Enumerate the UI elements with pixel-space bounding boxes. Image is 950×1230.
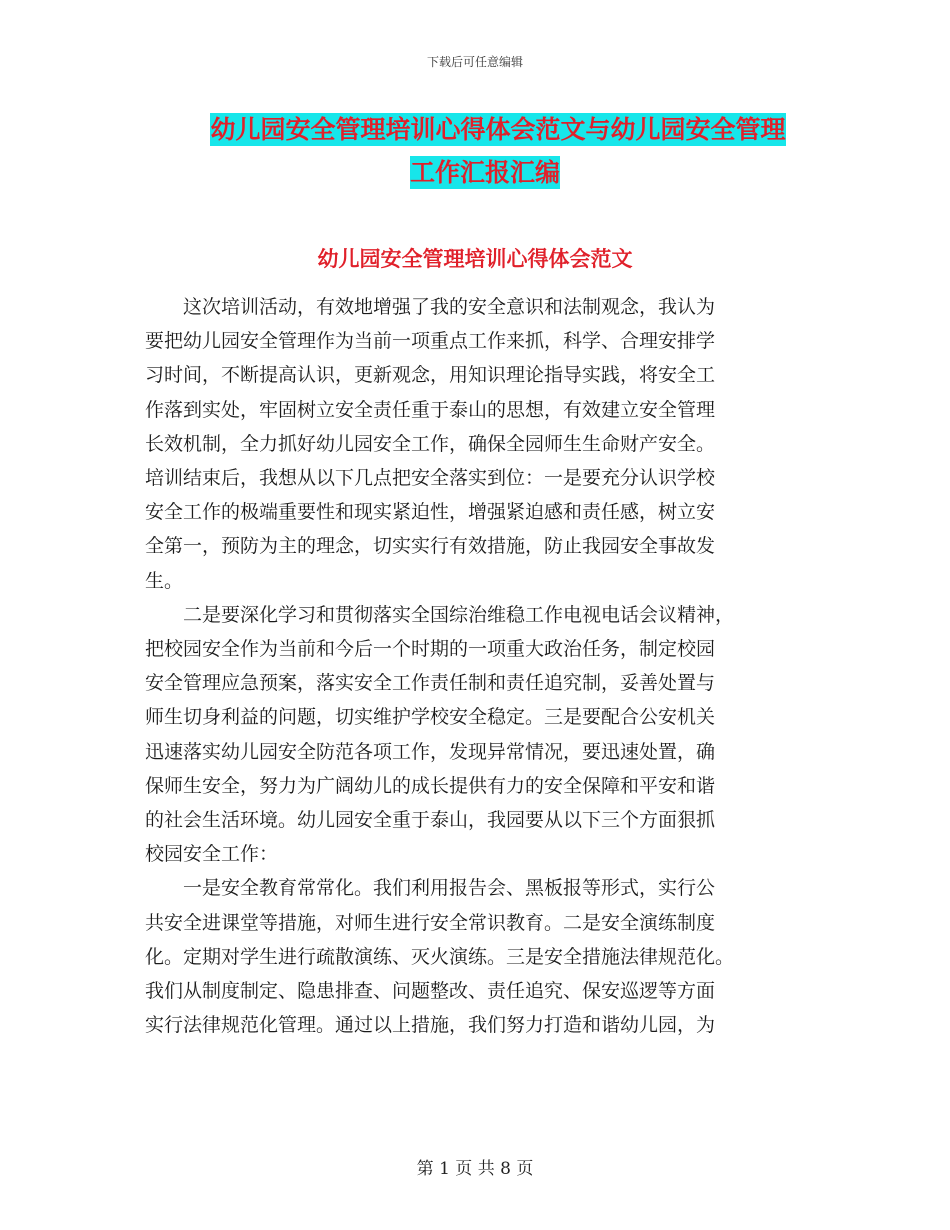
paragraph-line: 长效机制，全力抓好幼儿园安全工作，确保全园师生生命财产安全。 (145, 432, 716, 455)
paragraph-line: 校园安全工作： (145, 843, 279, 866)
page-footer: 第 1 页 共 8 页 (416, 1159, 534, 1179)
document-title-line-1 (193, 108, 803, 152)
paragraph-line: 这次培训活动，有效地增强了我的安全意识和法制观念，我认为 (183, 296, 716, 318)
paragraph-line: 保师生安全，努力为广阔幼儿的成长提供有力的安全保障和平安和谐 (145, 774, 716, 797)
paragraph-line: 实行法律规范化管理。通过以上措施，我们努力打造和谐幼儿园，为 (145, 1014, 716, 1037)
paragraph-line: 的社会生活环境。幼儿园安全重于泰山，我园要从以下三个方面狠抓 (145, 809, 716, 832)
paragraph-line: 习时间，不断提高认识，更新观念，用知识理论指导实践，将安全工 (145, 364, 716, 387)
title-highlight-2: 工作汇报汇编 (409, 158, 560, 187)
document-title-line-2 (150, 151, 820, 195)
paragraph-line: 把校园安全作为当前和今后一个时期的一项重大政治任务，制定校园 (145, 638, 716, 661)
paragraph-line: 化。定期对学生进行疏散演练、灭火演练。三是安全措施法律规范化。 (145, 945, 735, 968)
paragraph-line: 二是要深化学习和贯彻落实全国综治维稳工作电视电话会议精神， (183, 603, 735, 626)
paragraph-line: 迅速落实幼儿园安全防范各项工作，发现异常情况，要迅速处置，确 (145, 740, 716, 763)
title-highlight-1: 幼儿园安全管理培训心得体会范文与幼儿园安全管理 (210, 115, 786, 144)
section-heading: 幼儿园安全管理培训心得体会范文 (317, 247, 633, 271)
paragraph-line: 共安全进课堂等措施，对师生进行安全常识教育。二是安全演练制度 (145, 911, 716, 934)
paragraph-line: 一是安全教育常常化。我们利用报告会、黑板报等形式，实行公 (183, 877, 716, 900)
header-note: 下载后可任意编辑 (426, 55, 523, 69)
paragraph-line: 培训结束后，我想从以下几点把安全落实到位：一是要充分认识学校 (145, 467, 716, 490)
paragraph-line: 全第一，预防为主的理念，切实实行有效措施，防止我园安全事故发 (145, 535, 716, 558)
paragraph-line: 安全管理应急预案，落实安全工作责任制和责任追究制，妥善处置与 (145, 672, 716, 695)
paragraph-line: 师生切身利益的问题，切实维护学校安全稳定。三是要配合公安机关 (145, 706, 716, 729)
paragraph-line: 作落到实处，牢固树立安全责任重于泰山的思想，有效建立安全管理 (145, 398, 716, 421)
paragraph-line: 我们从制度制定、隐患排查、问题整改、责任追究、保安巡逻等方面 (145, 980, 716, 1003)
paragraph-line: 生。 (145, 569, 184, 592)
body-text (145, 290, 805, 1042)
paragraph-line: 安全工作的极端重要性和现实紧迫性，增强紧迫感和责任感，树立安 (145, 501, 716, 524)
paragraph-line: 要把幼儿园安全管理作为当前一项重点工作来抓，科学、合理安排学 (145, 330, 716, 353)
